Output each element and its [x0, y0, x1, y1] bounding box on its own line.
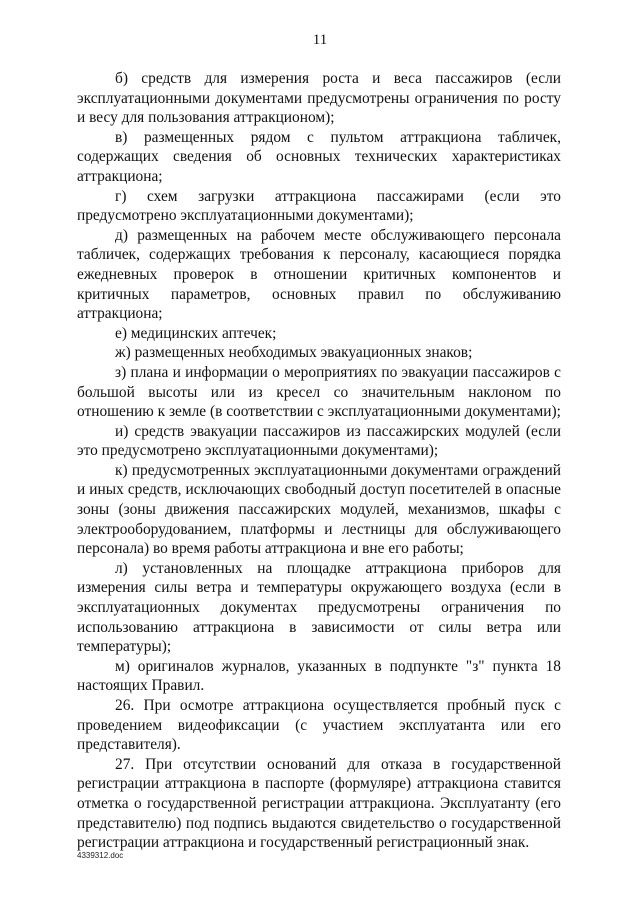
paragraph-k: к) предусмотренных эксплуатационными документами ограждений и иных средств, исключающих свободный доступ посетителей в опасные зоны (зоны движения пассажирских модулей, механизмов, шкафы с электрооборудованием, платформы и лестницы для обслуживающего персонала) во время работы аттракциона и вне его работы; [77, 461, 561, 558]
document-body [77, 69, 561, 853]
paragraph-e: е) медицинских аптечек; [115, 324, 277, 342]
paragraph-m: м) оригиналов журналов, указанных в подпункте "з" пункта 18 настоящих Правил. [77, 657, 561, 695]
footer-filename: 4339312.doc [77, 851, 124, 860]
paragraph-i: и) средств эвакуации пассажиров из пассажирских модулей (если это предусмотрено эксплуатационными документами); [77, 422, 561, 460]
paragraph-zh: ж) размещенных необходимых эвакуационных знаков; [115, 344, 473, 362]
paragraph-g: г) схем загрузки аттракциона пассажирами (если это предусмотрено эксплуатационными документами); [77, 187, 561, 225]
paragraph-d: д) размещенных на рабочем месте обслуживающего персонала табличек, содержащих требования к персоналу, касающиеся порядка ежедневных проверок в отношении критичных компонентов и критичных параметров, основных правил по обслуживанию аттракциона; [77, 226, 561, 323]
page-number: 11 [312, 32, 328, 48]
paragraph-z: з) плана и информации о мероприятиях по эвакуации пассажиров с большой высоты или из кресел со значительным наклоном по отношению к земле (в соответствии с эксплуатационными документами); [77, 363, 561, 421]
paragraph-26: 26. При осмотре аттракциона осуществляется пробный пуск с проведением видеофиксации (с участием эксплуатанта или его представителя). [77, 697, 561, 754]
paragraph-v: в) размещенных рядом с пультом аттракциона табличек, содержащих сведения об основных технических характеристиках аттракциона; [77, 128, 561, 185]
paragraph-27: 27. При отсутствии оснований для отказа в государственной регистрации аттракциона в паспорте (формуляре) аттракциона ставится отметка о государственной регистрации аттракциона. Эксплуатанту (его представителю) под подпись выдаются свидетельство о государственной регистрации аттракциона и государственный регистрационный знак. [77, 755, 561, 852]
paragraph-b: б) средств для измерения роста и веса пассажиров (если эксплуатационными документами предусмотрены ограничения по росту и весу для пользования аттракционом); [77, 70, 561, 127]
paragraph-l: л) установленных на площадке аттракциона приборов для измерения силы ветра и температуры окружающего воздуха (если в эксплуатационных документах предусмотрены ограничения по использованию аттракциона в зависимости от силы ветра или температуры); [77, 559, 561, 656]
